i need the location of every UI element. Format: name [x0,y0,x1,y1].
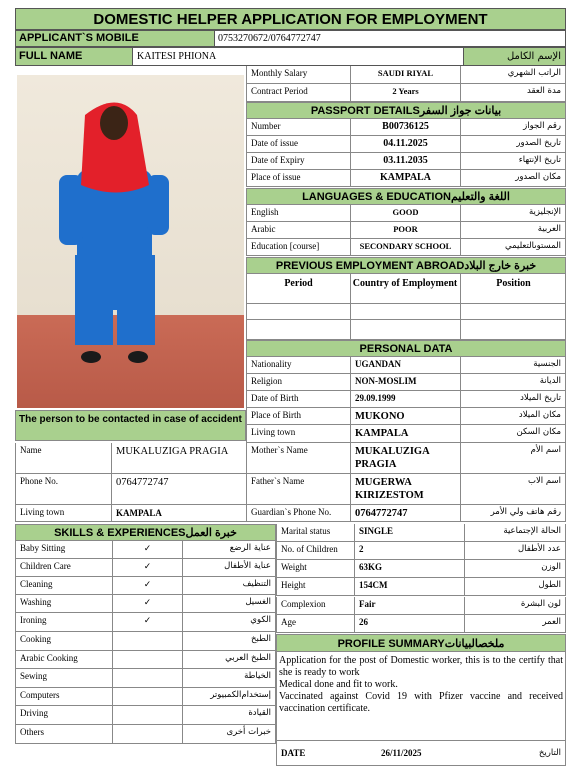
passport-row [246,170,566,187]
physical-row-value: 26 [354,615,464,632]
skill-row [15,559,276,577]
personal-row-label-ar: اسم الأم [460,443,565,473]
mobile-row [15,30,566,47]
skill-check-icon [112,632,182,650]
skill-label-ar: خبرات أخرى [182,725,275,743]
physical-row-value: 2 [354,542,464,559]
personal-row [246,443,566,474]
applicant-photo [17,75,244,408]
contact-heading: The person to be contacted in case of accident [15,410,246,441]
job-row-label-ar: مدة العقد [460,84,565,101]
personal-row-label: Religion [251,376,282,386]
physical-row [276,560,566,578]
skill-label: Sewing [20,671,47,681]
skill-label-ar: القيادة [182,706,275,724]
passport-row-label-ar: مكان الصدور [460,170,565,186]
skill-label: Washing [20,597,52,607]
mobile-label: APPLICANT`S MOBILE [16,31,215,46]
personal-row-value: MUKALUZIGA PRAGIA [350,443,460,473]
personal-heading: PERSONAL DATA [246,340,566,357]
personal-row [246,425,566,443]
skill-label-ar: الطبخ [182,632,275,650]
physical-row-label: Age [281,617,296,627]
skill-label: Baby Sitting [20,543,66,553]
skill-label: Ironing [20,615,47,625]
skill-row [15,613,276,632]
personal-row [246,391,566,408]
language-row-label-ar: العربية [460,222,565,238]
language-row [246,222,566,239]
physical-row [276,597,566,615]
page-title-bar [15,8,566,30]
full-name-value: KAITESI PHIONA [137,51,217,62]
full-name-row [15,47,566,66]
personal-row [246,408,566,425]
skill-check-icon [112,651,182,668]
physical-row [276,524,566,542]
passport-row-value: 03.11.2035 [350,153,460,169]
job-row-label-ar: الراتب الشهري [460,66,565,83]
contact-value: MUKALUZIGA PRAGIA [111,443,246,473]
personal-row-label: Living town [251,427,296,437]
personal-row-value: MUGERWA KIRIZESTOM [350,474,460,504]
job-row-label: Monthly Salary [251,68,308,78]
skill-label-ar: التنظيف [182,577,275,594]
passport-row-label-ar: تاريخ الصدور [460,136,565,152]
personal-row-label: Guardian`s Phone No. [251,507,332,517]
skill-label: Driving [20,708,48,718]
physical-row-value: 63KG [354,560,464,577]
passport-heading: PASSPORT DETAILSبيانات جواز السفر [246,102,566,119]
job-row-value: 2 Years [350,84,460,101]
employment-table [246,274,566,340]
skill-row [15,725,276,744]
skill-label-ar: الطبخ العربي [182,651,275,668]
personal-row-label-ar: مكان الميلاد [460,408,565,424]
skill-check-icon [112,688,182,705]
skill-row [15,706,276,725]
personal-row-label: Place of Birth [251,410,301,420]
skill-label: Children Care [20,561,71,571]
skill-row [15,632,276,651]
passport-row-label-ar: رقم الجواز [460,119,565,135]
personal-row-value: 29.09.1999 [350,391,460,407]
physical-row-value: SINGLE [354,524,464,541]
summary-heading: PROFILE SUMMARYملخصالبيانات [276,634,566,652]
language-row-value: POOR [350,222,460,238]
skill-row [15,669,276,688]
contact-row [15,474,246,505]
physical-row-label: Complexion [281,599,326,609]
physical-row-value: Fair [354,597,464,614]
language-row-label-ar: المستوىالتعليمي [460,239,565,255]
personal-row [246,357,566,374]
skill-label-ar: عناية الأطفال [182,559,275,576]
skill-check-icon: ✓ [112,541,182,558]
skill-check-icon: ✓ [112,613,182,631]
contact-row [15,443,246,474]
summary-body [276,652,566,741]
physical-row [276,578,566,596]
languages-heading: LANGUAGES & EDUCATIONاللغة والتعليم [246,188,566,205]
physical-row [276,615,566,633]
applicant-figure [17,75,244,408]
physical-row-label: Marital status [281,526,331,536]
skill-check-icon [112,706,182,724]
personal-row-label: Mother`s Name [251,445,308,455]
skill-label: Arabic Cooking [20,653,78,663]
summary-line: Medical done and fit to work. [279,679,398,690]
physical-row-value: 154CM [354,578,464,595]
language-row [246,205,566,222]
skill-row [15,595,276,613]
language-row-label: Education [course] [251,241,320,251]
physical-row-label-ar: الطول [464,578,565,595]
personal-row-value: UGANDAN [350,357,460,373]
skill-label-ar: عناية الرضع [182,541,275,558]
summary-line: Vaccinated against Covid 19 with Pfizer vaccine and received vaccination certificate. [279,691,563,714]
skill-label-ar: الكوي [182,613,275,631]
job-row [246,66,566,84]
language-row-label-ar: الإنجليزية [460,205,565,221]
contact-label: Living town [20,507,65,517]
contact-label: Phone No. [20,476,58,486]
skill-check-icon: ✓ [112,559,182,576]
summary-line: Application for the post of Domestic worker, this is to the certify that she is ready to work [279,655,563,678]
personal-row-label-ar: الديانة [460,374,565,390]
passport-row [246,153,566,170]
employment-heading: PREVIOUS EMPLOYMENT ABROADخبرة خارج البلاد [246,257,566,274]
passport-row-label: Date of issue [251,138,298,148]
skill-label: Cooking [20,634,52,644]
date-label-ar: التاريخ [538,748,561,758]
contact-label: Name [20,445,42,455]
passport-row-value: B00736125 [350,119,460,135]
physical-row-label: Height [281,580,306,590]
personal-row-label-ar: مكان السكن [460,425,565,442]
skill-check-icon: ✓ [112,577,182,594]
language-row-label: Arabic [251,224,276,234]
personal-row-label-ar: تاريخ الميلاد [460,391,565,407]
skill-check-icon: ✓ [112,595,182,612]
physical-row-label: Weight [281,562,307,572]
passport-row-value: KAMPALA [350,170,460,186]
personal-row-value: MUKONO [350,408,460,424]
passport-row [246,119,566,136]
contact-row [15,505,246,522]
mobile-value: 0753270672/0764772747 [218,33,321,44]
passport-row [246,136,566,153]
language-row [246,239,566,256]
date-row [276,741,566,766]
physical-row-label-ar: الوزن [464,560,565,577]
employment-col-header: Position [496,278,531,289]
full-name-label: FULL NAME [16,48,133,65]
language-row-label: English [251,207,279,217]
skill-label: Cleaning [20,579,53,589]
physical-row-label-ar: عدد الأطفال [464,542,565,559]
passport-row-label: Date of Expiry [251,155,305,165]
physical-row-label-ar: الحالة الإجتماعية [464,524,565,541]
personal-row-label: Nationality [251,359,292,369]
personal-row-value: 0764772747 [350,505,460,521]
personal-row [246,505,566,522]
personal-row [246,474,566,505]
employment-col-header: Period [284,278,313,289]
passport-row-label: Place of issue [251,172,301,182]
physical-row-label-ar: لون البشرة [464,597,565,614]
personal-row-label-ar: اسم الاب [460,474,565,504]
language-row-value: SECONDARY SCHOOL [350,239,460,255]
job-row-label: Contract Period [251,86,308,96]
full-name-label-ar: الإسم الكامل [463,48,565,65]
personal-row-value: NON-MOSLIM [350,374,460,390]
date-label: DATE [281,748,306,758]
contact-value: KAMPALA [111,505,246,521]
skill-row [15,541,276,559]
skill-row [15,688,276,706]
skill-label-ar: إستخدام‌الكمبيوتر [182,688,275,705]
skill-check-icon [112,669,182,687]
skill-row [15,651,276,669]
personal-row-label: Date of Birth [251,393,299,403]
personal-row-label-ar: الجنسية [460,357,565,373]
personal-row-label: Father`s Name [251,476,305,486]
employment-col-header: Country of Employment [352,278,458,289]
job-row [246,84,566,102]
skill-row [15,577,276,595]
physical-row [276,542,566,560]
skill-label: Computers [20,690,60,700]
physical-row-label: No. of Children [281,544,338,554]
passport-row-value: 04.11.2025 [350,136,460,152]
job-row-value: SAUDI RIYAL [350,66,460,83]
passport-row-label-ar: تاريخ الإنتهاء [460,153,565,169]
page-title: DOMESTIC HELPER APPLICATION FOR EMPLOYMENT [93,11,488,28]
personal-row [246,374,566,391]
contact-value: 0764772747 [111,474,246,504]
personal-row-label-ar: رقم هاتف ولي الأمر [460,505,565,521]
skill-label: Others [20,727,44,737]
passport-row-label: Number [251,121,281,131]
physical-row-label-ar: العمر [464,615,565,632]
skill-check-icon [112,725,182,743]
skill-label-ar: الخياطة [182,669,275,687]
language-row-value: GOOD [350,205,460,221]
personal-row-value: KAMPALA [350,425,460,442]
skill-label-ar: الغسيل [182,595,275,612]
date-value: 26/11/2025 [381,748,422,758]
skills-heading: SKILLS & EXPERIENCESخبرة العمل [15,524,276,541]
